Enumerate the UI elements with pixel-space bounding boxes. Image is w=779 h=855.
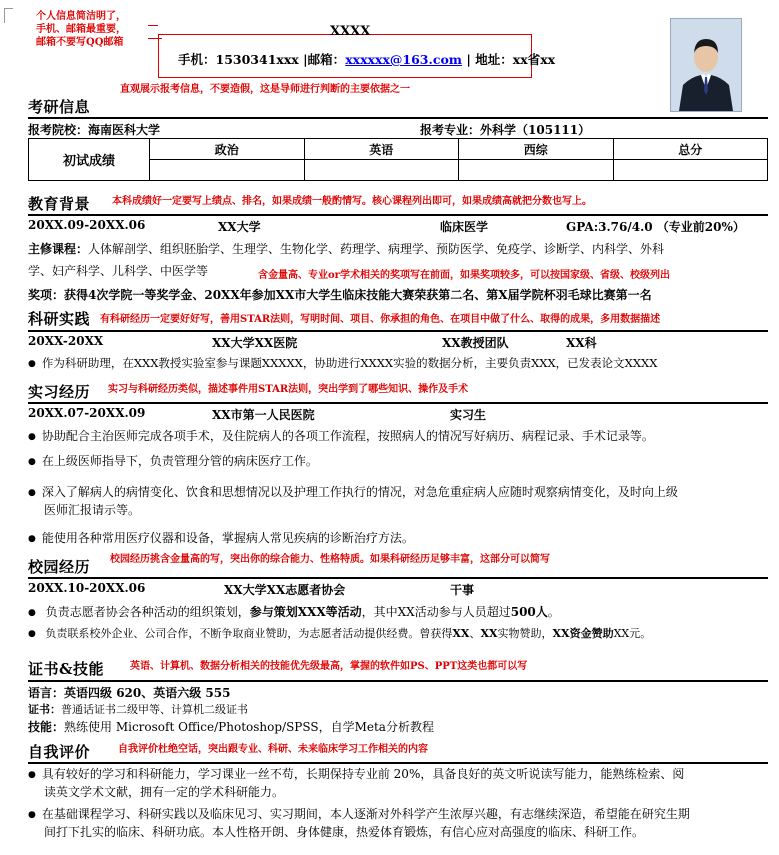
campus-org: XX大学XX志愿者协会: [224, 583, 346, 597]
campus-bullet-2-h: XX元。: [613, 627, 652, 640]
internship-role: 实习生: [450, 408, 487, 422]
phone-label: 手机：: [178, 52, 216, 67]
exam-school-label: 报考院校：: [28, 123, 89, 137]
tip-connector-line: [148, 25, 158, 26]
self-bullet-2: ● 在基础课程学习、科研实践以及临床见习、实习期间，本人逐渐对外科学产生浓厚兴趣，有志继续深造，希望能在研究生期: [28, 804, 690, 826]
exam-major-value: 外科学（105111）: [480, 123, 591, 137]
score-table: [28, 138, 768, 181]
contact-tip-line1: 个人信息简洁明了，: [36, 11, 126, 22]
campus-bullet-2-a: 负责联系校外企业、公司合作，不断争取商业赞助，为志愿者活动提供经费。曾获得: [45, 627, 453, 640]
exam-section-rule: [28, 117, 768, 119]
education-awards: 奖项：获得4次学院一等奖学金、20XX年参加XX市大学生临床技能大赛荣获第二名、第X届学院杯羽毛球比赛第一名: [28, 288, 652, 302]
exam-tip: 直观展示报考信息，不要造假，这是导师进行判断的主要依据之一: [120, 84, 410, 95]
campus-bullet-1-c: ，其中XX活动参与人员超过: [361, 605, 511, 619]
self-bullet-1-cont: 读英文学术文献，拥有一定的学术科研能力。: [44, 785, 285, 799]
campus-period: 20XX.10-20XX.06: [28, 581, 146, 595]
internship-bullet-2: ● 在上级医师指导下，负责管理分管的病床医疗工作。: [28, 451, 318, 473]
campus-tip: 校园经历挑含金量高的写，突出你的综合能力、性格特质。如果科研经历足够丰富，这部分可以简写: [110, 554, 550, 565]
score-medicine-value: [459, 160, 614, 181]
internship-section-title: 实习经历: [28, 383, 91, 401]
cert-label: 证书：: [28, 703, 61, 716]
education-courses: [28, 238, 664, 260]
skill-value: 熟练使用 Microsoft Office/Photoshop/SPSS，自学Meta分析教程: [64, 720, 434, 734]
exam-section-title: 考研信息: [28, 98, 91, 116]
exam-school-value: 海南医科大学: [88, 123, 161, 137]
education-school: XX大学: [218, 220, 261, 234]
score-english-value: [304, 160, 459, 181]
skills-language: [28, 684, 230, 701]
skill-label: 技能：: [28, 720, 65, 734]
self-bullet-1: ● 具有较好的学习和科研能力，学习课业一丝不苟，长期保持专业前 20%，具备良好的英文听说读写能力，能熟练检索、阅: [28, 764, 684, 786]
campus-bullet-2: [28, 624, 651, 645]
cert-value: 普通话证书二级甲等、计算机二级证书: [61, 703, 248, 716]
page-corner-mark: [4, 8, 13, 23]
self-section-title: 自我评价: [28, 743, 91, 761]
campus-bullet-2-f: XX: [552, 627, 570, 640]
skills-tip: 英语、计算机、数据分析相关的技能优先级最高，掌握的软件如PS、PPT这类也都可以写: [130, 661, 528, 672]
language-value: 英语四级 620、英语六级 555: [64, 686, 231, 700]
courses-line2: 学、妇产科学、儿科学、中医学等: [28, 264, 209, 278]
address-label: | 地址：: [466, 52, 513, 67]
skills-cert: [28, 701, 248, 717]
campus-bullet-2-b: XX: [452, 627, 470, 640]
research-tip: 有科研经历一定要好好写，善用STAR法则，写明时间、项目、你承担的角色、在项目中做了什么、取得的成果，多用数据描述: [100, 314, 661, 325]
skills-section-rule: [28, 680, 768, 682]
campus-role: 干事: [450, 583, 475, 597]
research-section-title: 科研实践: [28, 310, 91, 328]
education-major: 临床医学: [440, 220, 489, 234]
internship-bullet-4: ● 能使用各种常用医疗仪器和设备，掌握病人常见疾病的诊断治疗方法。: [28, 528, 414, 550]
score-col-politics: 政治: [150, 139, 305, 160]
self-tip: 自我评价杜绝空话，突出跟专业、科研、未来临床学习工作相关的内容: [118, 744, 428, 755]
internship-org: XX市第一人民医院: [212, 408, 315, 422]
language-label: 语言：: [28, 686, 65, 700]
candidate-name: XXXX: [330, 24, 371, 39]
campus-bullet-2-d: XX: [480, 627, 498, 640]
exam-major: [420, 121, 590, 138]
research-dept: XX科: [566, 336, 597, 350]
internship-period: 20XX.07-20XX.09: [28, 406, 146, 420]
internship-bullet-1: ● 协助配合主治医师完成各项手术，及住院病人的各项工作流程，按照病人的情况写好病历、病程记录、手术记录等。: [28, 426, 654, 448]
campus-bullet-2-e: 实物赞助，: [497, 627, 553, 640]
score-col-medicine: 西综: [459, 139, 614, 160]
education-tip: 本科成绩好一定要写上绩点、排名，如果成绩一般酌情写。核心课程列出即可，如果成绩高就把分数也写上。: [112, 196, 592, 207]
score-col-english: 英语: [304, 139, 459, 160]
score-col-total: 总分: [613, 139, 768, 160]
education-section-rule: [28, 214, 768, 216]
research-org: XX大学XX医院: [212, 336, 298, 350]
research-period: 20XX-20XX: [28, 334, 104, 348]
internship-bullet-3-cont: 医师汇报请示等。: [44, 503, 141, 517]
campus-bullet-2-g: 资金赞助: [569, 627, 614, 640]
courses-line1: 人体解剖学、组织胚胎学、生理学、生物化学、药理学、病理学、预防医学、免疫学、诊断学、内科学、外科: [88, 242, 665, 256]
score-politics-value: [150, 160, 305, 181]
campus-bullet-1-d: 500人: [510, 605, 548, 619]
campus-section-rule: [28, 577, 768, 579]
courses-label: 主修课程：: [28, 242, 89, 256]
email-label: |邮箱：: [303, 52, 346, 67]
profile-photo: [670, 18, 742, 112]
score-label-cell: 初试成绩: [29, 139, 150, 181]
avatar-icon: [671, 19, 741, 111]
contact-line: [178, 50, 555, 68]
email-link[interactable]: xxxxxx@163.com: [345, 52, 463, 67]
score-total-value: [613, 160, 768, 181]
education-gpa: GPA:3.76/4.0 （专业前20%）: [566, 220, 745, 234]
campus-bullet-1-b: 参与策划XXX等活动: [249, 605, 362, 619]
skills-section-title: 证书&技能: [28, 660, 105, 678]
research-team: XX教授团队: [442, 336, 509, 350]
education-period: 20XX.09-20XX.06: [28, 218, 146, 232]
research-section-rule: [28, 330, 768, 332]
campus-bullet-2-c: 、: [469, 627, 481, 640]
skills-skill: [28, 718, 434, 735]
internship-section-rule: [28, 402, 768, 404]
internship-tip: 实习与科研经历类似，描述事件用STAR法则，突出学到了哪些知识、操作及手术: [108, 384, 469, 395]
campus-bullet-1-a: 负责志愿者协会各种活动的组织策划，: [45, 605, 250, 619]
address-value: xx省xx: [512, 52, 556, 67]
contact-tip-line2: 手机、邮箱最重要，: [36, 24, 126, 35]
exam-school: [28, 121, 160, 138]
contact-tip-line3: 邮箱不要写QQ邮箱: [36, 37, 124, 48]
contact-tip: [36, 10, 126, 49]
internship-bullet-3: ● 深入了解病人的病情变化、饮食和思想情况以及护理工作执行的情况，对急危重症病人应随时观察病情变化，及时向上级: [28, 482, 678, 504]
research-bullet: ● 作为科研助理，在XXX教授实验室参与课题XXXXX，协助进行XXXX实验的数据分析，主要负责XXX，已发表论文XXXX: [28, 353, 657, 375]
campus-bullet-1-e: 。: [547, 605, 560, 619]
education-section-title: 教育背景: [28, 195, 91, 213]
exam-major-label: 报考专业：: [420, 123, 481, 137]
campus-bullet-1: [28, 602, 560, 624]
campus-section-title: 校园经历: [28, 558, 91, 576]
phone-value: 1530341xxx: [215, 52, 299, 67]
self-bullet-2-cont: 间打下扎实的临床、科研功底。本人性格开朗、身体健康，热爱体育锻炼，有信心应对高强度的临床、科研工作。: [44, 825, 645, 839]
awards-tip: 含金量高、专业or学术相关的奖项写在前面，如果奖项较多，可以按国家级、省级、校级列出: [258, 270, 670, 281]
